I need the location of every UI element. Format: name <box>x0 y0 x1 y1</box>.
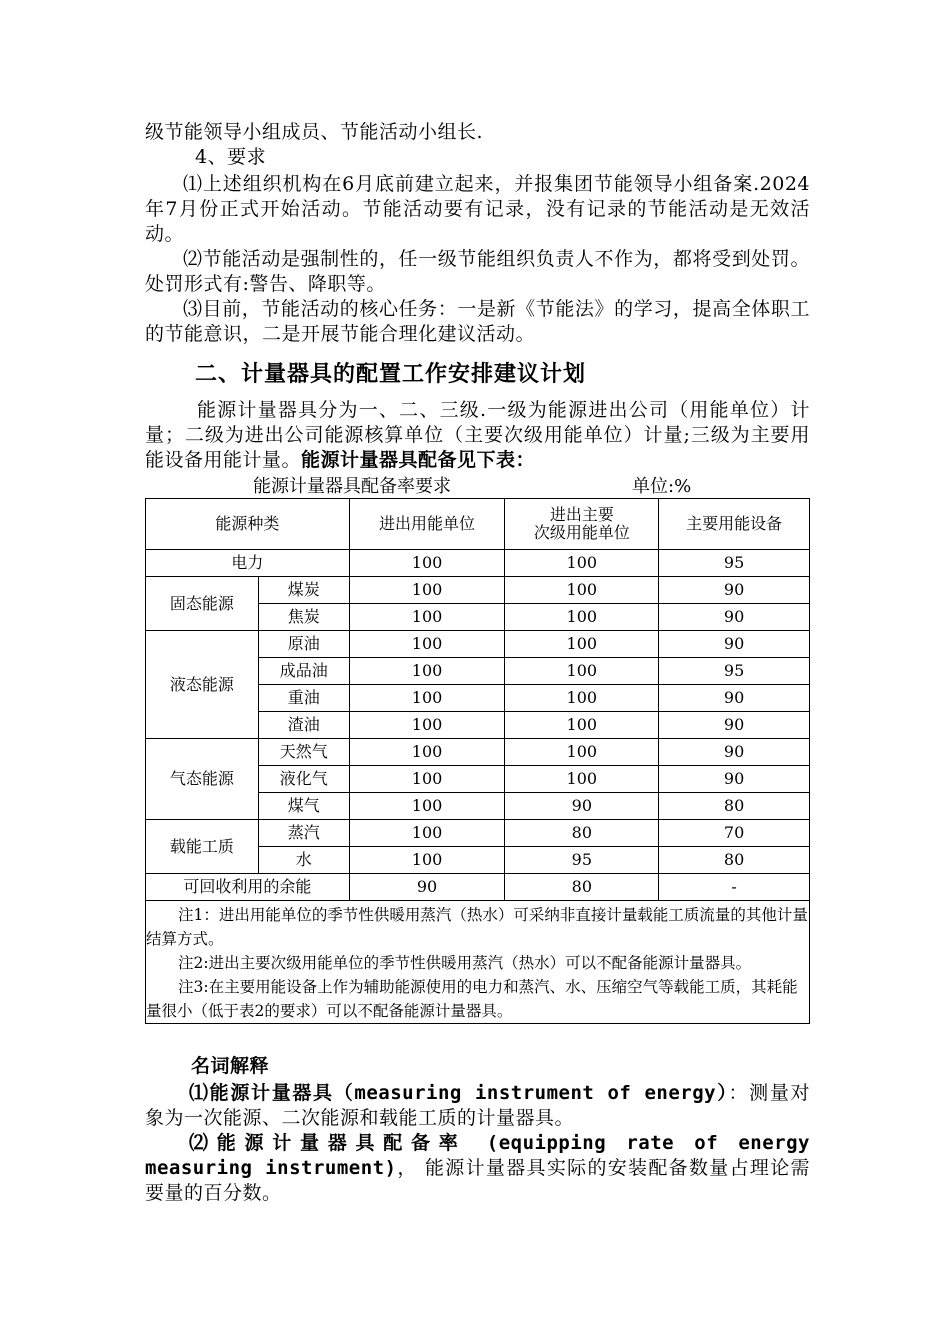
cell-value: 90 <box>659 766 810 793</box>
cell-value: 100 <box>349 820 505 847</box>
cell-value: 100 <box>505 577 659 604</box>
intro-text: 能源计量器具分为一、二、三级.一级为能源进出公司（用能单位）计量；二级为进出公司能源核算单位（主要次级用能单位）计量;三级为主要用能设备用能计量。 <box>145 399 810 471</box>
glossary-term-2: ⑵能源计量器具配备率 (equipping rate of energy measuring instrument) <box>145 1132 810 1179</box>
cell-value: 90 <box>659 712 810 739</box>
group-solid: 固态能源 <box>146 577 259 631</box>
cell-value: 90 <box>659 604 810 631</box>
cell-value: 100 <box>505 550 659 577</box>
table-row <box>146 820 810 847</box>
cell-subtype: 渣油 <box>258 712 349 739</box>
cell-value: 90 <box>659 685 810 712</box>
paragraph-requirements-heading: 4、要求 <box>195 146 267 168</box>
header-col1: 进出用能单位 <box>349 499 505 550</box>
section-2-intro <box>145 398 810 473</box>
cell-value: 100 <box>505 631 659 658</box>
table-header-row <box>146 499 810 550</box>
group-electricity: 电力 <box>146 550 350 577</box>
paragraph-requirement-2: ⑵节能活动是强制性的，任一级节能组织负责人不作为，都将受到处罚。处罚形式有:警告、降职等。 <box>145 248 810 295</box>
cell-value: 100 <box>505 766 659 793</box>
cell-subtype: 原油 <box>258 631 349 658</box>
cell-subtype: 液化气 <box>258 766 349 793</box>
table-row <box>146 550 810 577</box>
cell-subtype: 重油 <box>258 685 349 712</box>
cell-value: 90 <box>349 874 505 901</box>
cell-value: 100 <box>349 550 505 577</box>
header-col2: 进出主要 次级用能单位 <box>505 499 659 550</box>
cell-value: 80 <box>505 820 659 847</box>
cell-subtype: 煤气 <box>258 793 349 820</box>
glossary-item-2 <box>145 1131 810 1206</box>
cell-value: - <box>659 874 810 901</box>
cell-value: 100 <box>349 739 505 766</box>
glossary-term-1: ⑴能源计量器具（measuring instrument of energy） <box>189 1082 729 1104</box>
cell-value: 100 <box>505 604 659 631</box>
cell-value: 100 <box>349 631 505 658</box>
glossary-def-1: ：测量对象为一次能源、二次能源和载能工质的计量器具。 <box>145 1082 810 1129</box>
cell-value: 95 <box>659 550 810 577</box>
table-row <box>146 631 810 658</box>
group-carrier: 载能工质 <box>146 820 259 874</box>
cell-value: 90 <box>659 631 810 658</box>
cell-value: 80 <box>505 874 659 901</box>
cell-value: 100 <box>505 739 659 766</box>
paragraph-requirement-1: ⑴上述组织机构在6月底前建立起来，并报集团节能领导小组备案.2024年7月份正式开始活动。节能活动要有记录，没有记录的节能活动是无效活动。 <box>145 173 810 245</box>
group-gas: 气态能源 <box>146 739 259 820</box>
cell-value: 100 <box>505 685 659 712</box>
cell-subtype: 成品油 <box>258 658 349 685</box>
cell-value: 100 <box>349 604 505 631</box>
cell-subtype: 蒸汽 <box>258 820 349 847</box>
cell-subtype: 天然气 <box>258 739 349 766</box>
cell-value: 100 <box>349 766 505 793</box>
cell-subtype: 煤炭 <box>258 577 349 604</box>
table-note-3: 注3:在主要用能设备上作为辅助能源使用的电力和蒸汽、水、压缩空气等载能工质，其耗能量很小（低于表2的要求）可以不配备能源计量器具。 <box>146 978 798 1020</box>
cell-value: 80 <box>659 793 810 820</box>
cell-value: 90 <box>659 577 810 604</box>
cell-value: 100 <box>349 793 505 820</box>
table-row <box>146 874 810 901</box>
cell-value: 100 <box>349 658 505 685</box>
table-row <box>146 577 810 604</box>
intro-bold-text: 能源计量器具配备见下表： <box>301 449 536 471</box>
table-caption: 能源计量器具配备率要求 <box>253 476 451 497</box>
cell-value: 95 <box>659 658 810 685</box>
cell-value: 100 <box>349 577 505 604</box>
cell-value: 100 <box>505 658 659 685</box>
cell-value: 90 <box>505 793 659 820</box>
cell-value: 70 <box>659 820 810 847</box>
table-unit: 单位:% <box>632 476 692 497</box>
section-2-heading: 二、计量器具的配置工作安排建议计划 <box>195 362 587 387</box>
energy-meter-table <box>145 498 810 1024</box>
table-note-2: 注2:进出主要次级用能单位的季节性供暖用蒸汽（热水）可以不配备能源计量器具。 <box>178 954 752 972</box>
header-col3: 主要用能设备 <box>659 499 810 550</box>
cell-value: 100 <box>349 685 505 712</box>
header-energy-type: 能源种类 <box>146 499 350 550</box>
cell-subtype: 水 <box>258 847 349 874</box>
table-notes-row <box>146 901 810 1024</box>
cell-value: 100 <box>349 712 505 739</box>
table-row <box>146 739 810 766</box>
group-waste-energy: 可回收利用的余能 <box>146 874 350 901</box>
paragraph-continuation: 级节能领导小组成员、节能活动小组长. <box>145 121 484 143</box>
group-liquid: 液态能源 <box>146 631 259 739</box>
glossary-title: 名词解释 <box>191 1055 270 1077</box>
glossary-def-2: ， 能源计量器具实际的安装配备数量占理论需要量的百分数。 <box>145 1157 811 1204</box>
cell-value: 80 <box>659 847 810 874</box>
glossary-item-1 <box>145 1081 810 1131</box>
cell-value: 95 <box>505 847 659 874</box>
cell-value: 100 <box>505 712 659 739</box>
paragraph-requirement-3: ⑶目前，节能活动的核心任务：一是新《节能法》的学习，提高全体职工的节能意识，二是开展节能合理化建议活动。 <box>145 298 810 345</box>
cell-value: 90 <box>659 739 810 766</box>
table-notes <box>146 901 810 1024</box>
cell-subtype: 焦炭 <box>258 604 349 631</box>
cell-value: 100 <box>349 847 505 874</box>
table-note-1: 注1：进出用能单位的季节性供暖用蒸汽（热水）可采纳非直接计量载能工质流量的其他计量结算方式。 <box>146 906 808 948</box>
